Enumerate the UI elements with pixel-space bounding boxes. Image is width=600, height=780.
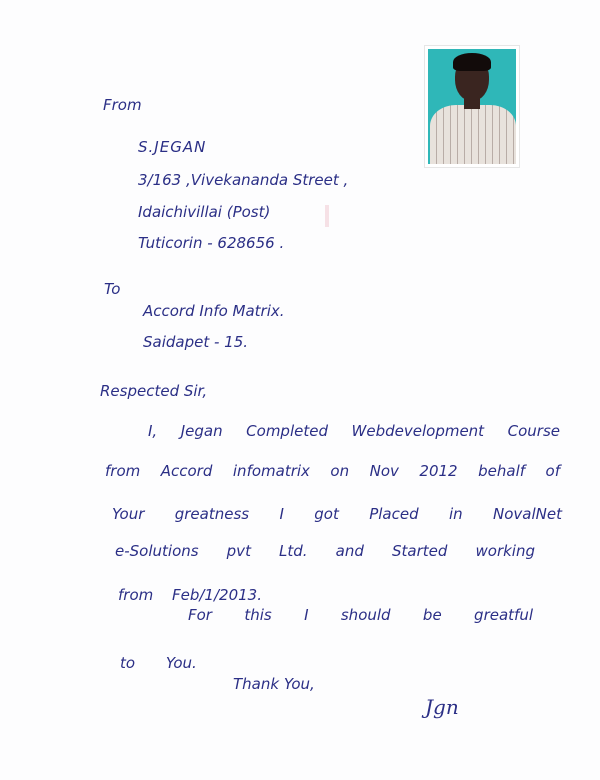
passport-photo [424, 45, 520, 168]
body-line: For this I should be greatful [188, 606, 533, 624]
ink-smudge [325, 205, 329, 227]
body-line: I, Jegan Completed Webdevelopment Course [148, 422, 560, 440]
sender-address-line2: Idaichivillai (Post) [138, 203, 271, 221]
salutation: Respected Sir, [100, 382, 208, 400]
closing: Thank You, [233, 675, 315, 693]
body-line: from Accord infomatrix on Nov 2012 behalf of [105, 462, 560, 480]
body-line: Your greatness I got Placed in NovalNet [112, 505, 562, 523]
signature: Jgn [425, 695, 459, 719]
recipient-address: Saidapet - 15. [143, 333, 249, 351]
body-line: e-Solutions pvt Ltd. and Started working [115, 542, 535, 560]
sender-address-line3: Tuticorin - 628656 . [138, 234, 285, 252]
recipient-name: Accord Info Matrix. [143, 302, 285, 320]
body-line: from Feb/1/2013. [118, 586, 262, 604]
sender-address-line1: 3/163 ,Vivekananda Street , [138, 171, 349, 189]
from-label: From [103, 96, 142, 114]
to-label: To [104, 280, 121, 298]
sender-name: S.JEGAN [138, 138, 207, 156]
body-line: to You. [120, 654, 197, 672]
